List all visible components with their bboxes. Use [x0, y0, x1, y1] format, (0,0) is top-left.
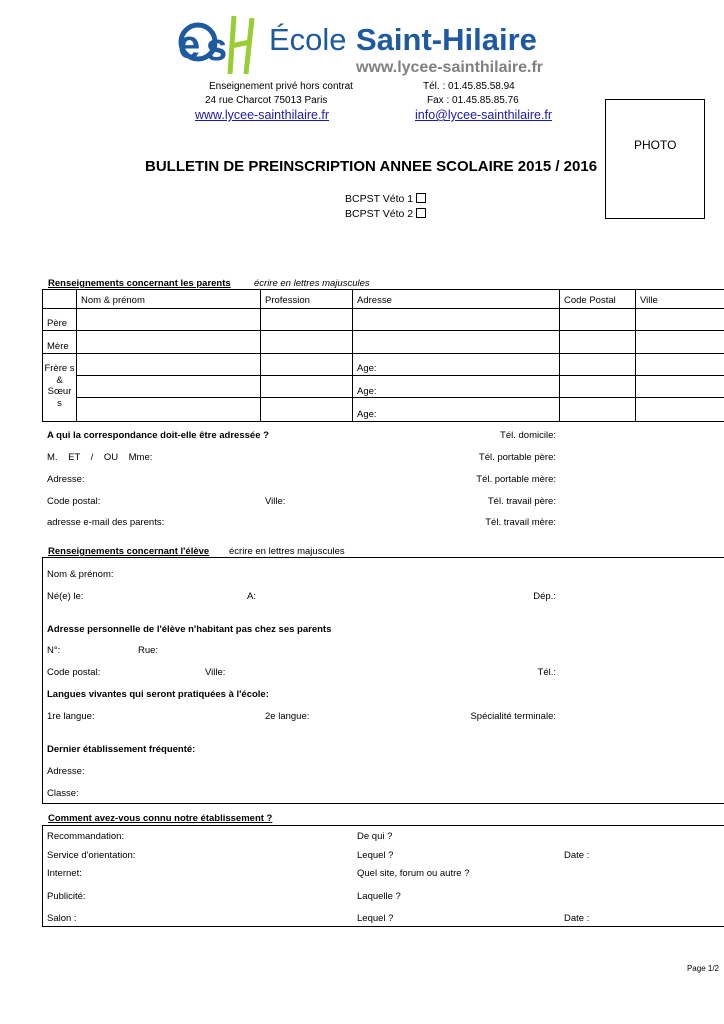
eleve-nom-label: Nom & prénom: [47, 569, 114, 580]
col-ville: Ville [640, 295, 658, 306]
eleve-a-label: A: [247, 591, 256, 602]
de-qui-label: De qui ? [357, 831, 393, 842]
corr-adresse-label: Adresse: [47, 474, 85, 485]
col-adresse: Adresse [357, 295, 392, 306]
lequel-label: Lequel ? [357, 850, 394, 861]
option-bcpst-2[interactable] [345, 208, 426, 220]
travail-mere-label: Tél. travail mère: [485, 517, 556, 528]
lequel-label: Lequel ? [357, 913, 394, 924]
internet-label: Internet: [47, 868, 82, 879]
eleve-ville-label: Ville: [205, 667, 226, 678]
adresse-perso-heading: Adresse personnelle de l'élève n'habitant pas chez ses parents [47, 624, 332, 635]
row-pere: Père [47, 318, 68, 329]
option-bcpst-1[interactable] [345, 193, 426, 205]
option-label: BCPST Véto 2 [345, 208, 414, 220]
date-label: Date : [564, 913, 590, 924]
corr-ville-label: Ville: [265, 496, 286, 507]
photo-label: PHOTO [634, 138, 677, 152]
specialite-label: Spécialité terminale: [470, 711, 556, 722]
school-address: 24 rue Charcot 75013 Paris [205, 95, 328, 106]
recommandation-label: Recommandation: [47, 831, 125, 842]
age-label: Age: [357, 386, 377, 397]
school-fax: Fax : 01.45.85.85.76 [427, 95, 519, 106]
photo-box [605, 99, 705, 219]
service-orientation-label: Service d'orientation: [47, 850, 136, 861]
col-profession: Profession [265, 295, 310, 306]
salon-label: Salon : [47, 913, 77, 924]
date-label: Date : [564, 850, 590, 861]
school-tel: Tél. : 01.45.85.58.94 [423, 81, 515, 92]
etab-adresse-label: Adresse: [47, 766, 85, 777]
website-link[interactable]: www.lycee-sainthilaire.fr [195, 108, 330, 122]
parents-heading: Renseignements concernant les parents [48, 278, 231, 289]
checkbox-icon[interactable] [416, 208, 426, 218]
connu-left-border [42, 825, 43, 926]
eleve-ne-le-label: Né(e) le: [47, 591, 84, 602]
tel-pere-label: Tél. portable père: [478, 452, 556, 463]
school-name: Saint-Hilaire [356, 22, 537, 57]
option-label: BCPST Véto 1 [345, 193, 414, 205]
eleve-heading: Renseignements concernant l'élève [48, 546, 210, 557]
connu-heading: Comment avez-vous connu notre établissement ? [48, 813, 273, 824]
connu-bottom-border [42, 926, 724, 927]
email-link[interactable]: info@lycee-sainthilaire.fr [415, 108, 553, 122]
age-label: Age: [357, 363, 377, 374]
laquelle-label: Laquelle ? [357, 891, 401, 902]
corr-email-label: adresse e-mail des parents: [47, 517, 165, 528]
eleve-rue-label: Rue: [138, 645, 159, 656]
school-prefix: École [269, 22, 347, 57]
eleve-note: écrire en lettres majuscules [229, 546, 345, 557]
eleve-tel-label: Tél.: [537, 667, 556, 678]
esh-logo-icon [176, 12, 266, 82]
civilite-label: M. ET / OU Mme: [47, 452, 153, 463]
connu-top-border [42, 825, 724, 826]
eleve-code-postal-label: Code postal: [47, 667, 101, 678]
classe-label: Classe: [47, 788, 79, 799]
row-freres-soeurs: Frère s & Sœur s [44, 363, 75, 409]
correspondance-question: A qui la correspondance doit-elle être adressée ? [47, 430, 269, 441]
logo-website: www.lycee-sainthilaire.fr [356, 59, 544, 76]
travail-pere-label: Tél. travail père: [487, 496, 556, 507]
checkbox-icon[interactable] [416, 193, 426, 203]
eleve-numero-label: N°: [47, 645, 61, 656]
col-nom: Nom & prénom [81, 295, 145, 306]
age-label: Age: [357, 409, 377, 420]
eleve-dep-label: Dép.: [533, 591, 556, 602]
page-title: BULLETIN DE PREINSCRIPTION ANNEE SCOLAIRE 2015 / 2016 [145, 158, 598, 175]
svg-text:s: s [206, 27, 228, 69]
eleve-left-border [42, 557, 43, 803]
etablissement-heading: Dernier établissement fréquenté: [47, 744, 196, 755]
eleve-top-border [42, 557, 724, 558]
langue1-label: 1re langue: [47, 711, 95, 722]
col-code-postal: Code Postal [564, 295, 616, 306]
quel-site-label: Quel site, forum ou autre ? [357, 868, 470, 879]
publicite-label: Publicité: [47, 891, 86, 902]
parents-note: écrire en lettres majuscules [254, 278, 370, 289]
school-logo [176, 12, 556, 82]
tel-mere-label: Tél. portable mère: [476, 474, 556, 485]
tel-domicile-label: Tél. domicile: [500, 430, 556, 441]
corr-code-postal-label: Code postal: [47, 496, 101, 507]
tagline: Enseignement privé hors contrat [209, 81, 353, 92]
page-number: Page 1/2 [686, 964, 719, 973]
svg-text:e: e [178, 23, 201, 67]
langue2-label: 2e langue: [265, 711, 310, 722]
row-mere: Mère [47, 341, 69, 352]
langues-heading: Langues vivantes qui seront pratiquées à l'école: [47, 689, 269, 700]
eleve-bottom-border [42, 803, 724, 804]
